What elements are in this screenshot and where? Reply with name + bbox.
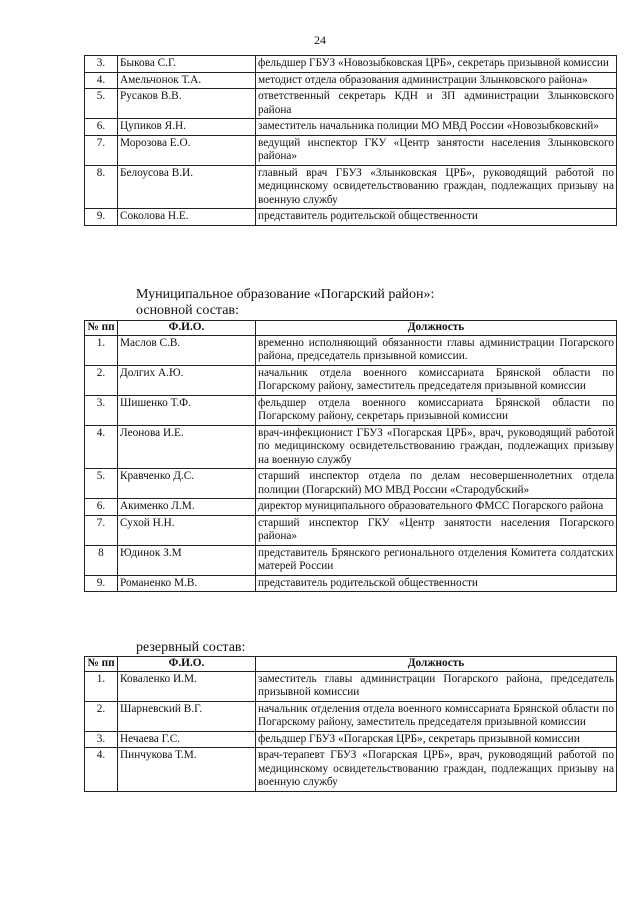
table-row [85,165,617,209]
page-number: 24 [314,33,326,47]
member-name: Быкова С.Г. [118,56,256,73]
table-row [85,365,617,395]
row-number: 7. [85,515,118,545]
member-position: главный врач ГБУЗ «Злынковская ЦРБ», руководящий работой по медицинскому освидетельствованию граждан, подлежащих призыву на военную службу [256,165,617,209]
row-number: 6. [85,499,118,516]
member-position: представитель родительской общественности [256,575,617,592]
member-name: Романенко М.В. [118,575,256,592]
member-position: представитель Брянского регионального отделения Комитета солдатских матерей России [256,545,617,575]
member-position: ведущий инспектор ГКУ «Центр занятости населения Злынковского района» [256,135,617,165]
member-name: Морозова Е.О. [118,135,256,165]
table-row [85,515,617,545]
member-name: Шишенко Т.Ф. [118,395,256,425]
member-position: врач-терапевт ГБУЗ «Погарская ЦРБ», врач, руководящий работой по медицинскому освидетельствованию граждан, подлежащих призыву на военную службу [256,748,617,792]
row-number: 5. [85,89,118,119]
section-heading-pogar: Муниципальное образование «Погарский район»: [136,287,435,302]
member-position: заместитель главы администрации Погарского района, председатель призывной комиссии [256,671,617,701]
commission-table-pogar-main [84,320,617,592]
member-position: заместитель начальника полиции МО МВД России «Новозыбковский» [256,119,617,136]
row-number: 9. [85,209,118,226]
row-number: 4. [85,748,118,792]
table-row [85,469,617,499]
table-header-row [85,657,617,672]
commission-table-pogar-reserve-body [85,671,617,791]
row-number: 5. [85,469,118,499]
member-name: Амельчонок Т.А. [118,72,256,89]
row-number: 2. [85,365,118,395]
table-row [85,499,617,516]
table-row [85,748,617,792]
row-number: 1. [85,671,118,701]
column-header-position: Должность [256,321,617,336]
row-number: 8 [85,545,118,575]
commission-table-pogar-main-body [85,335,617,592]
commission-table-zlynka [84,55,617,226]
table-row [85,335,617,365]
member-position: фельдшер ГБУЗ «Погарская ЦРБ», секретарь призывной комиссии [256,731,617,748]
member-position: начальник отделения отдела военного комиссариата Брянской области по Погарскому району, заместитель председателя призывной комиссии [256,701,617,731]
row-number: 6. [85,119,118,136]
table-row [85,671,617,701]
member-name: Кравченко Д.С. [118,469,256,499]
column-header-name: Ф.И.О. [118,321,256,336]
column-header-num: № пп [85,657,118,672]
row-number: 9. [85,575,118,592]
table-row [85,395,617,425]
commission-table-pogar-reserve [84,656,617,792]
table-row [85,119,617,136]
member-name: Сухой Н.Н. [118,515,256,545]
table-row [85,545,617,575]
row-number: 2. [85,701,118,731]
table-row [85,56,617,73]
commission-table-zlynka-body [85,56,617,226]
member-position: директор муниципального образовательного ФМСС Погарского района [256,499,617,516]
subheading-reserve-composition: резервный состав: [136,640,246,655]
table-row [85,425,617,469]
row-number: 3. [85,731,118,748]
table-row [85,209,617,226]
member-position: временно исполняющий обязанности главы администрации Погарского района, председатель призывной комиссии. [256,335,617,365]
column-header-position: Должность [256,657,617,672]
row-number: 1. [85,335,118,365]
table-header-row [85,321,617,336]
member-name: Юдинок З.М [118,545,256,575]
member-name: Пинчукова Т.М. [118,748,256,792]
member-name: Нечаева Г.С. [118,731,256,748]
member-position: фельдшер ГБУЗ «Новозыбковская ЦРБ», секретарь призывной комиссии [256,56,617,73]
table-row [85,89,617,119]
row-number: 3. [85,56,118,73]
member-position: начальник отдела военного комиссариата Брянской области по Погарскому району, заместитель председателя призывной комиссии [256,365,617,395]
member-name: Русаков В.В. [118,89,256,119]
member-name: Шарневский В.Г. [118,701,256,731]
row-number: 8. [85,165,118,209]
table-row [85,72,617,89]
member-name: Цупиков Я.Н. [118,119,256,136]
member-position: старший инспектор отдела по делам несовершеннолетних отдела полиции (Погарский) МО МВД России «Стародубский» [256,469,617,499]
member-name: Маслов С.В. [118,335,256,365]
member-name: Белоусова В.И. [118,165,256,209]
table-row [85,135,617,165]
member-name: Коваленко И.М. [118,671,256,701]
member-name: Леонова И.Е. [118,425,256,469]
subheading-main-composition: основной состав: [136,303,239,318]
member-position: старший инспектор ГКУ «Центр занятости населения Погарского района» [256,515,617,545]
row-number: 7. [85,135,118,165]
table-row [85,701,617,731]
column-header-name: Ф.И.О. [118,657,256,672]
member-position: фельдшер отдела военного комиссариата Брянской области по Погарскому району, секретарь призывной комиссии [256,395,617,425]
member-position: врач-инфекционист ГБУЗ «Погарская ЦРБ», врач, руководящий работой по медицинскому освидетельствованию граждан, подлежащих призыву на военную службу [256,425,617,469]
member-position: ответственный секретарь КДН и ЗП администрации Злынковского района [256,89,617,119]
member-name: Акименко Л.М. [118,499,256,516]
member-position: методист отдела образования администрации Злынковского района» [256,72,617,89]
member-name: Долгих А.Ю. [118,365,256,395]
member-name: Соколова Н.Е. [118,209,256,226]
column-header-num: № пп [85,321,118,336]
row-number: 4. [85,72,118,89]
row-number: 3. [85,395,118,425]
member-position: представитель родительской общественности [256,209,617,226]
table-row [85,575,617,592]
row-number: 4. [85,425,118,469]
table-row [85,731,617,748]
